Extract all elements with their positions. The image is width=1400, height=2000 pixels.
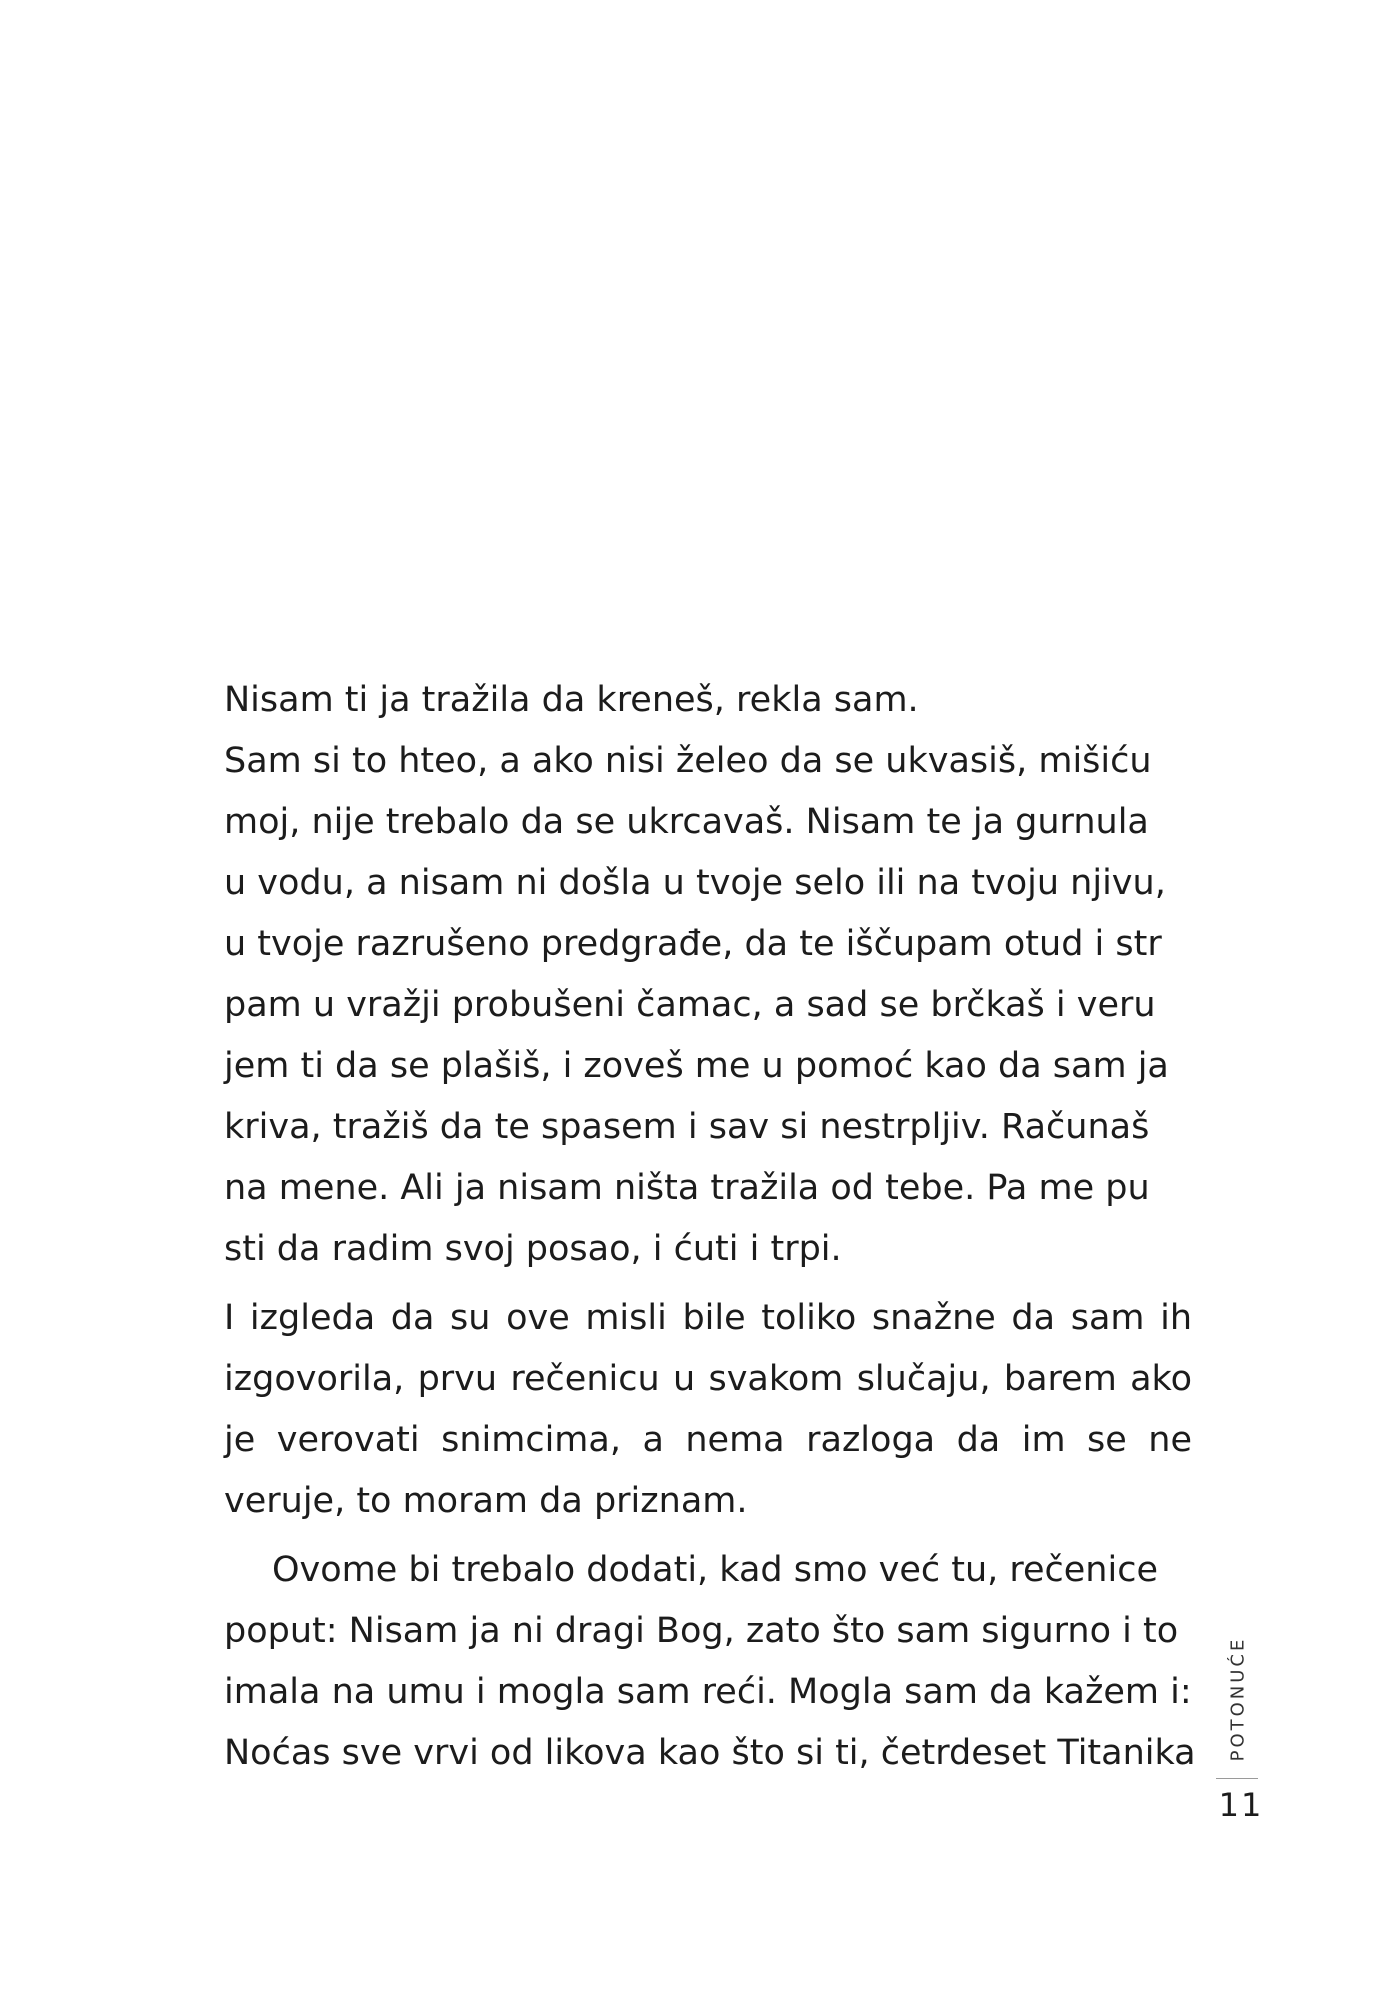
text-line: na mene. Ali ja nisam ništa tražila od tebe. Pa me pu	[224, 1168, 1150, 1208]
body-text	[224, 670, 1196, 1784]
text-line: pam u vražji probušeni čamac, a sad se brčkaš i veru	[224, 985, 1156, 1025]
running-head	[1224, 1633, 1252, 1765]
text-line: imala na umu i mogla sam reći. Mogla sam da kažem i:	[224, 1672, 1192, 1712]
text-line: Sam si to hteo, a ako nisi želeo da se ukvasiš, mišiću	[224, 741, 1152, 781]
text-line: moj, nije trebalo da se ukrcavaš. Nisam te ja gurnula	[224, 802, 1149, 842]
page-number: 11	[1218, 1786, 1264, 1824]
text-line: Ovome bi trebalo dodati, kad smo već tu, rečenice	[272, 1550, 1158, 1590]
text-line: poput: Nisam ja ni dragi Bog, zato što sam sigurno i to	[224, 1611, 1179, 1651]
paragraph-3	[224, 1540, 1196, 1784]
text-line: izgovorila, prvu rečenicu u svakom slučaju, barem ako	[224, 1359, 1192, 1399]
text-line: u tvoje razrušeno predgrađe, da te iščupam otud i str	[224, 924, 1162, 964]
text-line: Noćas sve vrvi od likova kao što si ti, četrdeset Titanika	[224, 1733, 1196, 1773]
text-line: sti da radim svoj posao, i ćuti i trpi.	[224, 1229, 842, 1269]
text-line: je verovati snimcima, a nema razloga da im se ne	[224, 1420, 1192, 1460]
text-line: veruje, to moram da priznam.	[224, 1481, 748, 1521]
text-line: Nisam ti ja tražila da kreneš, rekla sam.	[224, 680, 919, 720]
folio-divider	[1216, 1778, 1258, 1779]
text-line: u vodu, a nisam ni došla u tvoje selo ili na tvoju njivu,	[224, 863, 1166, 903]
text-line: I izgleda da su ove misli bile toliko snažne da sam ih	[224, 1298, 1192, 1338]
paragraph-2	[224, 1288, 1192, 1532]
text-line: jem ti da se plašiš, i zoveš me u pomoć kao da sam ja	[224, 1046, 1169, 1086]
text-line: kriva, tražiš da te spasem i sav si nestrpljiv. Računaš	[224, 1107, 1150, 1147]
paragraph-1	[224, 670, 1192, 1280]
running-head-title: POTONUĆE	[1227, 1636, 1249, 1762]
